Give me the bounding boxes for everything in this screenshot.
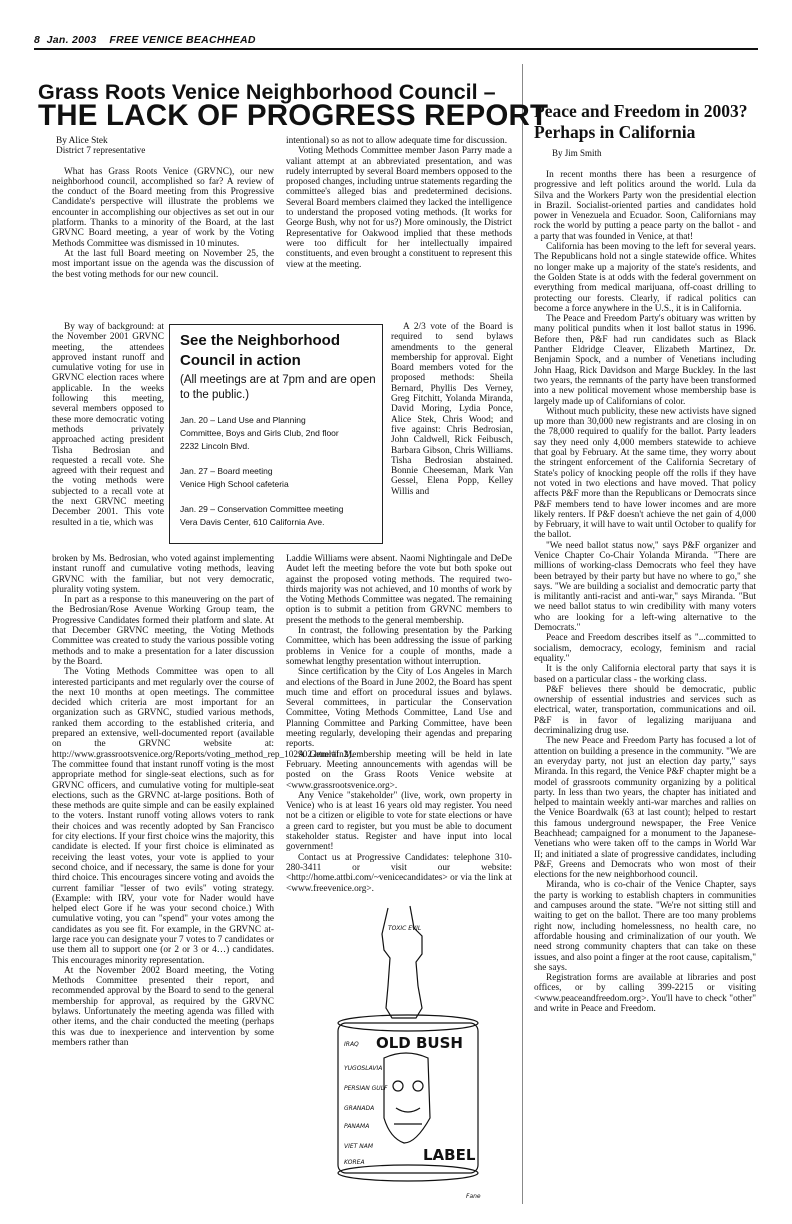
paragraph: Without much publicity, these new activists have signed up more than 30,000 new registrants and are closing in on the 78,000 required to qualify for the ballot. Party leaders say they need only 4,000 members statewide to achieve that goal by February. At the same time, they worry about the stringent enforcement of the California Secretary of State's policy of knocking people off the rolls if they have not voted in two elections and have moved. That policy affects P&F more than the Republicans or Democrats since P&F members tend to have lower incomes and are more likely renters. If P&F doesn't achieve the net gain of 4,000 by February, it will have to wait until October to qualify for the ballot. (534, 406, 756, 541)
side-article-body (534, 170, 756, 1202)
paragraph: The Peace and Freedom Party's obituary was written by many political pundits when it lost ballot status in 1996. Before then, P&F had run candidates such as Black Panther Eldridge Cleaver, Elizabeth Martinez, Dr. Benjamin Spock, and a number of Venetians including John Haag, Rick Davidson and Marge Buckley. In the last two years, the remnants of the party have been transformed into a new political movement whose membership base is largely made up of Californians of color. (534, 314, 756, 407)
bush-can-cartoon (318, 898, 508, 1203)
paragraph: At the last full Board meeting on November 25, the most important issue on the agenda was the discussion of the best voting methods for our new council. (52, 248, 274, 280)
paragraph: intentional) so as not to allow adequate time for discussion. (286, 136, 508, 146)
cartoon-can-title: OLD BUSH (376, 1034, 463, 1052)
paragraph: California has been moving to the left for several years. The Republicans hold not a single statewide office. Whites no longer make up a majority of the state's residents, and the Golden State is at odds with the federal government on everything from medical marijuana, off-coast drilling to protecting our forests. Clearly, if radical politics can become a force anywhere in the U.S., it is in California. (534, 242, 756, 314)
main-headline-line2: THE LACK OF PROGRESS REPORT (38, 99, 549, 132)
column-divider (522, 64, 523, 1204)
sidebar-title: See the Neighborhood Council in action (180, 332, 341, 369)
cartoon-ingredient: YUGOSLAVIA (344, 1065, 383, 1072)
paragraph: Since certification by the City of Los Angeles in March and elections of the Board in June 2002, the Board has spent much time and effort on procedural issues and bylaws. Several committees, in particular the Conservation Committee, Voting Methods Committee, Land Use and Planning Committee and Parking Committee, have been meeting regularly, developing their agendas and preparing reports. (286, 667, 512, 750)
paragraph: In recent months there has been a resurgence of progressive and left politics around the world. Lula da Silva and the Workers Party won the presidential election in Brazil. Socialist-oriented parties and candidates hold power in Venezuela and Ecuador. Soon, Californians may rock the world by putting a peace party on the ballot - and a party that was founded in Venice, at that! (534, 170, 756, 242)
main-article-col1-narrow (52, 322, 164, 554)
meeting-event: Jan. 20 – Land Use and Planning Committee, Boys and Girls Club, 2nd floor 2232 Lincoln Blvd. (180, 415, 339, 451)
paragraph: In part as a response to this maneuvering on the part of the Bedrosian/Rose Avenue Working Group team, the Progressive Candidates formed their platform and slate. At that December GRVNC meeting, the Voting Methods Committee was created to study the various possible voting methods and to make a presentation for a later discussion by the Board. (52, 595, 274, 667)
paragraph: A 2/3 vote of the Board is required to send bylaws amendments to the general membership for approval. Eight Board members voted for the proposed methods: Sheila Bernard, Phyllis Des Verney, Greg Fitchitt, Yolanda Miranda, David Moring, Lydia Ponce, Alice Stek, Chris Wood; and five against: Chris Bedrosian, John Caldwell, Rick Feibusch, Barbara Gibson, Chris Williams. Tisha Bedrosian abstained. Bonnie Cheeseman, Mark Van Gessel, Elena Popp, Kelley Willis and (391, 322, 513, 497)
main-article-col1-top (52, 136, 274, 322)
paragraph: broken by Ms. Bedrosian, who voted against implementing instant runoff and cumulative voting methods, leaving GRVNC with the familiar, but not very democratic, plurality voting system. (52, 554, 274, 595)
paragraph: Miranda, who is co-chair of the Venice Chapter, says the party is working to establish chapters in communities and campuses around the state. "We're not sitting still and waiting to get on the ballot. There are too many problems right now, including homelessness, no health care, no affordable housing and criminalization of our youth. We need strong community chapters that can take on these issues, and also point a finger at the root cause, capitalism," she says. (534, 880, 756, 973)
paragraph: By way of background: at the November 2001 GRVNC meeting, the attendees approved instant runoff and cumulative voting for use in GRVNC election races where applicable. In the weeks following this meeting, several members opposed to these more democratic voting methods privately approached acting president Tisha Bedrosian and requested a recall vote. She agreed with their request and the voting methods were subjected to a recall vote at the next GRVNC meeting December 2001. This vote resulted in a tie, which was (52, 322, 164, 528)
meeting-event: Jan. 27 – Board meeting Venice High School cafeteria (180, 466, 289, 489)
byline-name: By Alice Stek (56, 136, 108, 146)
header-rule (34, 48, 758, 50)
side-headline: Peace and Freedom in 2003? Perhaps in California (534, 101, 748, 142)
cartoon-ingredient: PANAMA (344, 1123, 370, 1130)
meeting-event: Jan. 29 – Conservation Committee meeting Vera Davis Center, 610 California Ave. (180, 504, 344, 527)
paragraph: In contrast, the following presentation by the Parking Committee, which has been addressing the issue of parking problems in Venice for a couple of months, made a somewhat lengthy presentation without interruption. (286, 626, 512, 667)
byline-title: District 7 representative (56, 146, 146, 157)
cartoon-top-label: TOXIC EVIL (388, 925, 422, 932)
paragraph: It is the only California electoral party that says it is based on a particular class - the working class. (534, 664, 756, 685)
paragraph: Voting Methods Committee member Jason Parry made a valiant attempt at an abbreviated presentation, and was rudely interrupted by several Board members opposed to the proposed changes, including untrue statements regarding the committee's alleged bias and predetermined decisions. Several Board members claimed they lacked the intelligence to understand the proposed voting methods. (It works for George Bush, why not for us?) More ominously, the District Representative for Oakwood implied that these methods were too difficult for her intellectually impaired constituents, and even brought a constituent to represent this view at the meeting. (286, 146, 512, 270)
paragraph: The Voting Methods Committee was open to all interested participants and met regularly over the course of the next 10 months at open meetings. The committee decided which criteria are most important for an organization such as GRVNC, studied various methods, ranked them according to the established criteria, and prepared an extensive, well-documented report (available on the GRVNC website at: http://www.grassrootsvenice.org/Reports/voting_method_rep_102902.html#fn2). The committee found that instant runoff voting is the most appropriate method for single-seat elections, such as for GRVNC officers, and cumulative voting for multiple-seat elections, such as the GRVNC at-large positions. Both of these methods are quite simple and can be easily explained to the voters. Instant runoff voting allows voters to rank their choices and was recently adopted by San Francisco for city elections. If your first choice wins the majority, this candidate is elected. If your first choice is eliminated as receiving the least votes, your vote is applied to your second choice, and if necessary, the same is done for your third choice. This encourages sincere voting and avoids the current familiar "lesser of two evils" voting strategy. (Example: with IRV, your vote for Nader would have helped elect Gore if he was your second choice.) With cumulative voting, you can "spend" your votes among the candidates as you see fit. For example, in the GRVNC at-large race you can designate your 7 votes to 7 candidates or use them all to support one (or 2 or 3 or 4…) candidates. This encourages minority representation. (52, 667, 354, 966)
cartoon-ingredient: VIET NAM (344, 1143, 374, 1150)
side-byline: By Jim Smith (552, 148, 602, 158)
paragraph: Contact us at Progressive Candidates: telephone 310-280-3411 or visit our website: <http://home.attbi.com/~venicecandidates> or via the link at <www.freevenice.org>. (286, 852, 512, 894)
paragraph: The new Peace and Freedom Party has focused a lot of attention on building a presence in the community. "We are an everyday party, not just an election day party," says Miranda. In this regard, the Venice P&F chapter might be a model of grassroots community organizing by a political party. In less than two years, the chapter has initiated and helped to maintain weekly anti-war marches and rallies on the Venice Boardwalk (63 at last count); helped to restart this famous underground newspaper, the Free Venice Beachhead; campaigned for a monument to the Japanese-Venetians who were taken off to the camps in World War II; and initiated a slate of progressive candidates, including P&F, Greens and Democrats who won most of their elections for the new neighborhood council. (534, 736, 756, 881)
paragraph: Laddie Williams were absent. Naomi Nightingale and DeDe Audet left the meeting before the vote but both spoke out against the proposed voting methods. The required two-thirds majority was not achieved, and 10 months of work by the Voting Methods Committee was negated. The remaining option is to submit a petition from GRVNC members to present the methods to the general membership. (286, 554, 512, 626)
meetings-sidebar-box (169, 324, 383, 544)
sidebar-subtitle: (All meetings are at 7pm and are open to the public.) (180, 374, 376, 401)
paragraph: What has Grass Roots Venice (GRVNC), our new neighborhood council, accomplished so far? A review of the conduct of the Board meeting from this Progressive Candidate's perspective will illustrate the problems we encounter in accomplishing our objectives as set out in our platform. Thanks to a minority of the Board, at the last GRVNC Board meeting, a year of work by the Voting Methods Committee was dismissed in 10 minutes. (52, 166, 274, 249)
cartoon-ingredient: KOREA (344, 1159, 365, 1166)
running-head: 8 Jan. 2003 FREE VENICE BEACHHEAD (34, 34, 256, 46)
cartoon-ingredient: PERSIAN GULF (344, 1085, 388, 1092)
paragraph: Any Venice "stakeholder" (live, work, own property in Venice) who is at least 16 years old may register. You need not be a citizen or eligible to vote for state elections or have a green card to register, but you must be able to document stakeholder status. Register and have input into local government! (286, 790, 512, 853)
paragraph: P&F believes there should be democratic, public ownership of essential industries and services such as electrical, water, transportation, communications and oil. P&F is in favor of legalizing marijuana and decriminalizing drug use. (534, 684, 756, 737)
paragraph: Peace and Freedom describes itself as "...committed to socialism, democracy, ecology, feminism and racial equality." (534, 633, 756, 664)
cartoon-ingredient: IRAQ (344, 1041, 359, 1048)
main-article-col2-bottom (286, 554, 512, 894)
cartoon-ingredient: GRANADA (344, 1105, 375, 1112)
paragraph: At the November 2002 Board meeting, the Voting Methods Committee presented their report, and recommended approval by the Board to send to the general membership for approval, as required by the GRVNC bylaws. Unfortunately the meeting agenda was filled with other items, and the chair conducted the meeting (perhaps this was due to inexperience and intervention by some members rather than (52, 965, 274, 1048)
main-article-col2-narrow (391, 322, 513, 554)
paragraph: "We need ballot status now," says P&F organizer and Venice Chapter Co-Chair Yolanda Miranda. "There are millions of working-class Democrats who feel they have been betrayed by their party but have no where to go," she says. "We are building a socialist and democratic party that is militantly anti-racist and anti-war," says Miranda. "But we need ballot status to win credibility with many voters who are looking for a left-wing alternative to the Democrats." (534, 540, 756, 634)
cartoon-signature: Fane (466, 1193, 481, 1200)
cartoon-can-label: LABEL (423, 1146, 476, 1164)
paragraph: Registration forms are available at libraries and post offices, or by calling 399-2215 or visiting <www.peaceandfreedom.org>. You'll have to check "other" and write in Peace and Freedom. (534, 973, 756, 1015)
paragraph: A General Membership meeting will be held in late February. Meeting announcements with agendas will be posted on the Grass Roots Venice website at <www.grassrootsvenice.org>. (286, 749, 512, 791)
main-article-col2-top (286, 136, 512, 322)
main-headline-line1: Grass Roots Venice Neighborhood Council – (38, 80, 496, 104)
